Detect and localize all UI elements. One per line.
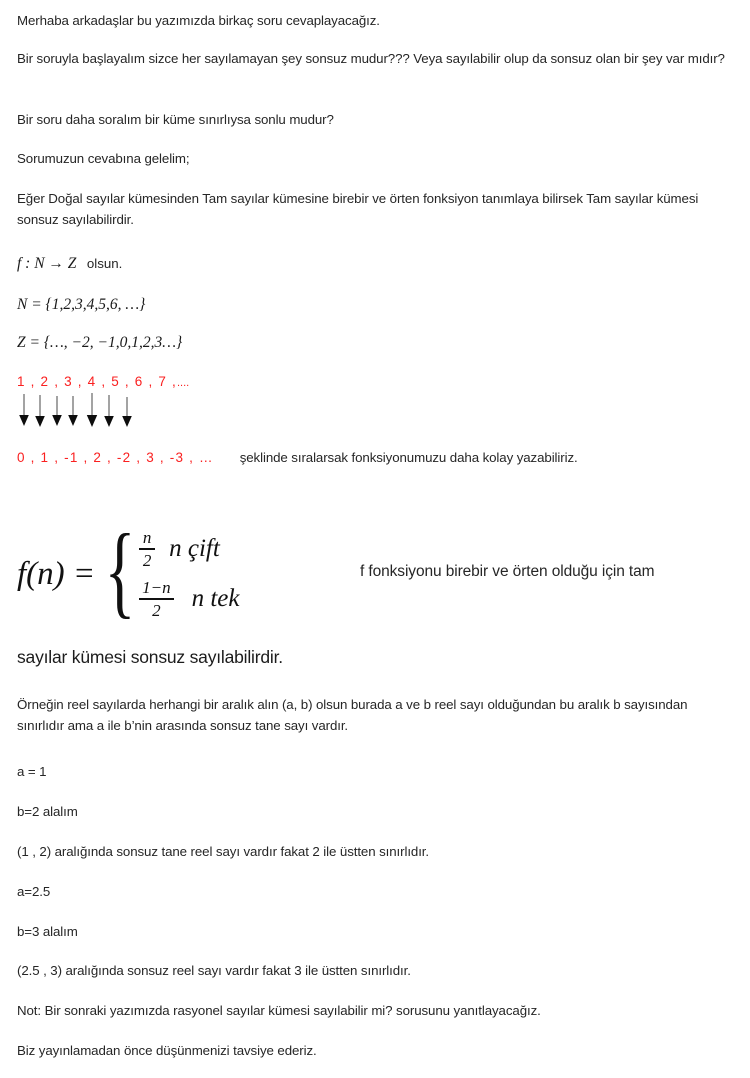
- natural-sequence-ellipsis: ....: [176, 377, 190, 389]
- case-odd: [139, 578, 239, 620]
- integer-sequence-red: 0 , 1 , -1 , 2 , -2 , 3 , -3 , …: [17, 450, 214, 465]
- fraction-1-minus-n-over-2: [139, 578, 173, 620]
- fraction-numerator: n: [142, 528, 152, 548]
- function-declaration: [17, 255, 122, 273]
- closing-note: Not: Bir sonraki yazımızda rasyonel sayılar kümesi sayılabilir mi? sorusunu yanıtlayacağız.: [17, 1003, 541, 1018]
- case-even-label: n çift: [169, 535, 220, 563]
- question-1-paragraph: Bir soruyla başlayalım sizce her sayılamayan şey sonsuz mudur??? Veya sayılabilir olup da sonsuz olan bir şey var mıdır?: [17, 51, 725, 66]
- interval-intro-paragraph: Örneğin reel sayılarda herhangi bir aralık alın (a, b) olsun burada a ve b reel sayı olduğundan bu aralık b sayısından sınırlıdır ama a ile b’nin arasında sonsuz tane sayı vardır.: [17, 697, 688, 733]
- value-a-1: a = 1: [17, 764, 47, 779]
- natural-sequence-text: 1 , 2 , 3 , 4 , 5 , 6 , 7 ,: [17, 374, 177, 389]
- fraction-denominator: 2: [152, 600, 161, 620]
- piecewise-function-formula: [17, 512, 240, 633]
- curly-brace-icon: {: [104, 512, 136, 628]
- down-arrow-icon-4: [68, 396, 78, 426]
- formula-cases: [137, 528, 239, 619]
- set-z-definition: Z = {…, −2, −1,0,1,2,3…}: [17, 334, 183, 351]
- fraction-n-over-2: [139, 528, 155, 570]
- value-a-2: a=2.5: [17, 884, 51, 899]
- formula-left-hand-side: f(n) =: [17, 555, 96, 592]
- formula-side-note: f fonksiyonu birebir ve örten olduğu için tam: [360, 563, 655, 580]
- answer-lead-paragraph: Sorumuzun cevabına gelelim;: [17, 151, 190, 166]
- value-b-1: b=2 alalım: [17, 804, 78, 819]
- closing-invite: Biz yayınlamadan önce düşünmenizi tavsiye ederiz.: [17, 1043, 317, 1058]
- mapping-arrows-group: [17, 392, 217, 432]
- mapping-note-text: şeklinde sıralarsak fonksiyonumuzu daha kolay yazabiliriz.: [239, 450, 578, 465]
- natural-sequence-red: [17, 374, 189, 389]
- integer-sequence-row: [17, 450, 578, 465]
- formula-continuation-line: sayılar kümesi sonsuz sayılabilirdir.: [17, 647, 283, 667]
- down-arrow-icon-2: [35, 395, 45, 427]
- function-declaration-math: f : N → Z: [17, 255, 77, 272]
- down-arrow-icon-7: [122, 397, 132, 427]
- down-arrow-icon-1: [19, 394, 29, 426]
- question-2-paragraph: Bir soru daha soralım bir küme sınırlıysa sonlu mudur?: [17, 112, 334, 127]
- premise-paragraph: Eğer Doğal sayılar kümesinden Tam sayılar kümesine birebir ve örten fonksiyon tanımlaya bilirsek Tam sayılar kümesi sonsuz sayılabilirdir.: [17, 191, 699, 227]
- conclusion-2: (2.5 , 3) aralığında sonsuz reel sayı vardır fakat 3 ile üstten sınırlıdır.: [17, 963, 411, 978]
- case-odd-label: n tek: [191, 584, 240, 612]
- case-even: [139, 528, 239, 570]
- down-arrow-icon-3: [52, 396, 62, 426]
- intro-paragraph: Merhaba arkadaşlar bu yazımızda birkaç soru cevaplayacağız.: [17, 13, 380, 28]
- conclusion-1: (1 , 2) aralığında sonsuz tane reel sayı vardır fakat 2 ile üstten sınırlıdır.: [17, 844, 430, 859]
- value-b-2: b=3 alalım: [17, 924, 78, 939]
- fraction-numerator: 1−n: [142, 578, 171, 597]
- function-declaration-suffix: olsun.: [86, 256, 123, 271]
- fraction-denominator: 2: [142, 550, 152, 570]
- down-arrow-icon-5: [87, 393, 97, 427]
- set-n-definition: N = {1,2,3,4,5,6, …}: [17, 296, 146, 313]
- down-arrow-icon-6: [104, 395, 114, 427]
